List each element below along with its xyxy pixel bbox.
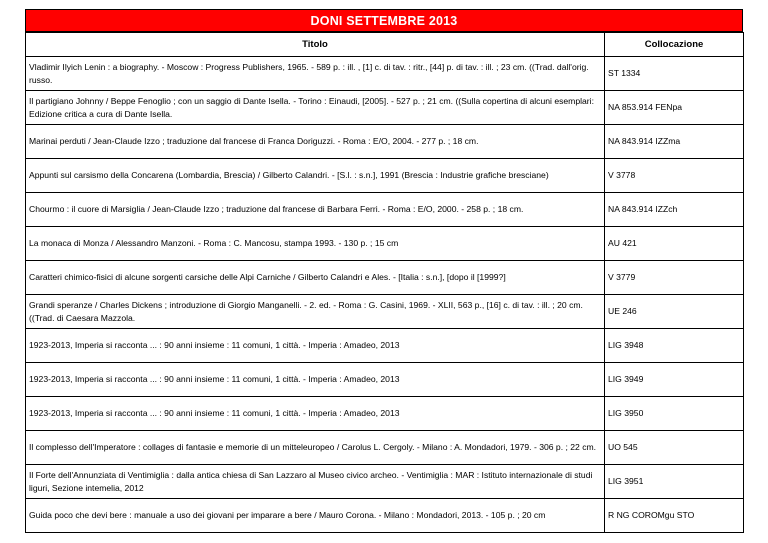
row-location: V 3778 (605, 159, 744, 193)
table-row (26, 193, 744, 227)
row-location: ST 1334 (605, 57, 744, 91)
row-title: Il Forte dell'Annunziata di Ventimiglia : dalla antica chiesa di San Lazzaro al Museo civico archeo. - Ventimiglia : MAR : Istituto internazionale di studi liguri, Sezione intemelia, 2012 (26, 465, 605, 499)
row-title: 1923-2013, Imperia si racconta ... : 90 anni insieme : 11 comuni, 1 città. - Imperia : Amadeo, 2013 (26, 329, 605, 363)
table-row (26, 431, 744, 465)
row-location: AU 421 (605, 227, 744, 261)
row-location: NA 843.914 IZZma (605, 125, 744, 159)
row-location: R NG COROMgu STO (605, 499, 744, 533)
table-row (26, 295, 744, 329)
row-location: NA 853.914 FENpa (605, 91, 744, 125)
table-row (26, 329, 744, 363)
table-row (26, 465, 744, 499)
row-title: Guida poco che devi bere : manuale a uso dei giovani per imparare a bere / Mauro Corona. - Milano : Mondadori, 2013. - 105 p. ; 20 cm (26, 499, 605, 533)
row-location: UO 545 (605, 431, 744, 465)
table-row (26, 159, 744, 193)
header-location: Collocazione (605, 33, 744, 57)
table-row (26, 227, 744, 261)
sheet (25, 9, 743, 533)
table-row (26, 363, 744, 397)
table-row (26, 499, 744, 533)
header-row (26, 33, 744, 57)
row-title: Caratteri chimico-fisici di alcune sorgenti carsiche delle Alpi Carniche / Gilberto Calandri e Ales. - [Italia : s.n.], [dopo il [1999?] (26, 261, 605, 295)
row-location: NA 843.914 IZZch (605, 193, 744, 227)
row-location: UE 246 (605, 295, 744, 329)
table-row (26, 57, 744, 91)
row-location: V 3779 (605, 261, 744, 295)
header-title: Titolo (26, 33, 605, 57)
row-title: Chourmo : il cuore di Marsiglia / Jean-Claude Izzo ; traduzione dal francese di Barbara Ferri. - Roma : E/O, 2000. - 258 p. ; 18 cm. (26, 193, 605, 227)
table-row (26, 261, 744, 295)
table-row (26, 397, 744, 431)
row-location: LIG 3948 (605, 329, 744, 363)
banner-title: DONI SETTEMBRE 2013 (25, 9, 743, 32)
row-location: LIG 3950 (605, 397, 744, 431)
row-title: 1923-2013, Imperia si racconta ... : 90 anni insieme : 11 comuni, 1 città. - Imperia : Amadeo, 2013 (26, 363, 605, 397)
row-title: Vladimir Ilyich Lenin : a biography. - Moscow : Progress Publishers, 1965. - 589 p. : ill. , [1] c. di tav. : ritr., [44] p. di tav. : ill. ; 23 cm. ((Trad. dall'orig. russo. (26, 57, 605, 91)
row-title: Il complesso dell'Imperatore : collages di fantasie e memorie di un mitteleuropeo / Carolus L. Cergoly. - Milano : A. Mondadori, 1979. - 306 p. ; 22 cm. (26, 431, 605, 465)
row-title: Marinai perduti / Jean-Claude Izzo ; traduzione dal francese di Franca Doriguzzi. - Roma : E/O, 2004. - 277 p. ; 18 cm. (26, 125, 605, 159)
row-title: Il partigiano Johnny / Beppe Fenoglio ; con un saggio di Dante Isella. - Torino : Einaudi, [2005]. - 527 p. ; 21 cm. ((Sulla copertina di alcuni esemplari: Edizione critica a cura di Dante Isella. (26, 91, 605, 125)
donations-table (25, 32, 744, 533)
row-title: 1923-2013, Imperia si racconta ... : 90 anni insieme : 11 comuni, 1 città. - Imperia : Amadeo, 2013 (26, 397, 605, 431)
row-title: Appunti sul carsismo della Concarena (Lombardia, Brescia) / Gilberto Calandri. - [S.l. : s.n.], 1991 (Brescia : Industrie grafiche bresciane) (26, 159, 605, 193)
table-row (26, 125, 744, 159)
row-title: Grandi speranze / Charles Dickens ; introduzione di Giorgio Manganelli. - 2. ed. - Roma : G. Casini, 1969. - XLII, 563 p., [16] c. di tav. : ill. ; 20 cm. ((Trad. di Caesara Mazzola. (26, 295, 605, 329)
table-row (26, 91, 744, 125)
row-title: La monaca di Monza / Alessandro Manzoni. - Roma : C. Mancosu, stampa 1993. - 130 p. ; 15 cm (26, 227, 605, 261)
row-location: LIG 3949 (605, 363, 744, 397)
row-location: LIG 3951 (605, 465, 744, 499)
